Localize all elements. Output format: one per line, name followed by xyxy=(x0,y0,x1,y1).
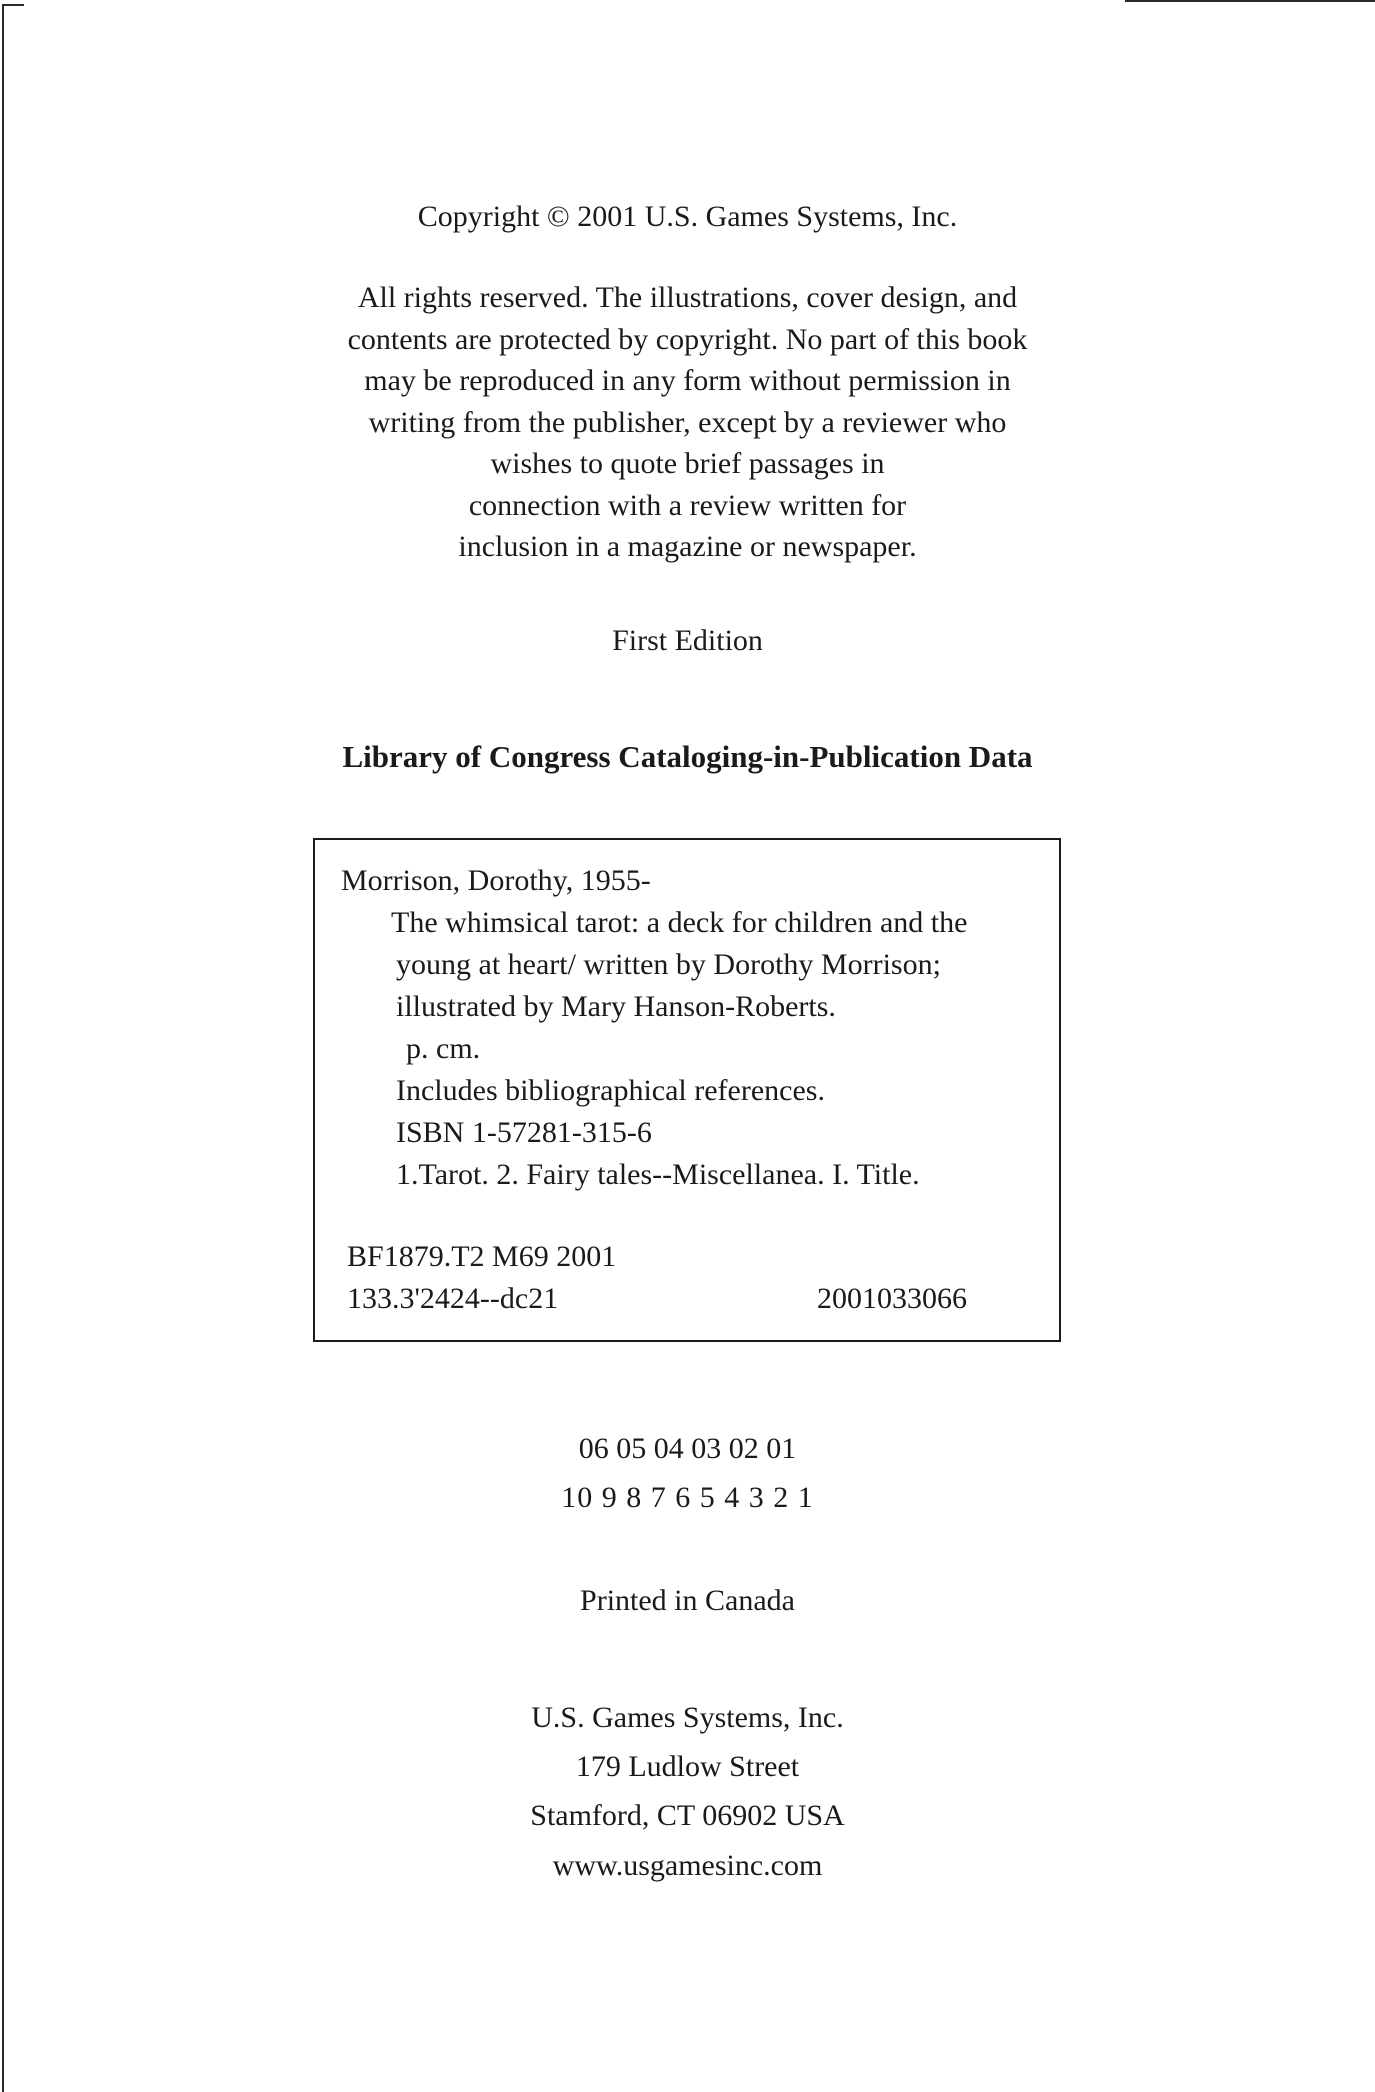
cip-subjects: 1.Tarot. 2. Fairy tales--Miscellanea. I. Title. xyxy=(396,1158,920,1191)
publisher-city: Stamford, CT 06902 USA xyxy=(530,1799,845,1832)
cip-notes: Includes bibliographical references. xyxy=(396,1074,825,1107)
edition-label: First Edition xyxy=(612,624,763,657)
cip-author: Morrison, Dorothy, 1955- xyxy=(341,864,651,897)
printed-in: Printed in Canada xyxy=(580,1584,795,1617)
printing-years: 06 05 04 03 02 01 xyxy=(578,1432,797,1465)
rights-line: contents are protected by copyright. No part of this book xyxy=(347,322,1028,356)
rights-line: wishes to quote brief passages in xyxy=(490,447,885,480)
cip-physical-description: p. cm. xyxy=(406,1032,481,1065)
cip-title-line: The whimsical tarot: a deck for children and the xyxy=(391,906,968,939)
scan-border-top-right xyxy=(1125,0,1375,2)
cip-title-line: young at heart/ written by Dorothy Morrison; xyxy=(396,948,941,981)
publisher-street: 179 Ludlow Street xyxy=(575,1750,800,1783)
copyright-notice: Copyright © 2001 U.S. Games Systems, Inc. xyxy=(417,200,958,233)
rights-line: All rights reserved. The illustrations, cover design, and xyxy=(357,281,1018,314)
publisher-name: U.S. Games Systems, Inc. xyxy=(531,1701,844,1734)
cip-data-box xyxy=(313,838,1061,1342)
rights-line: connection with a review written for xyxy=(468,488,907,522)
cip-title-line: illustrated by Mary Hanson-Roberts. xyxy=(396,990,836,1023)
scan-border-top-left xyxy=(2,4,24,6)
cip-dewey-number: 133.3'2424--dc21 xyxy=(347,1282,559,1315)
rights-statement xyxy=(0,277,1375,568)
cip-lccn: 2001033066 xyxy=(817,1282,967,1315)
cip-call-number: BF1879.T2 M69 2001 xyxy=(347,1240,617,1273)
cip-heading: Library of Congress Cataloging-in-Publication Data xyxy=(342,739,1033,774)
publisher-website: www.usgamesinc.com xyxy=(552,1849,823,1882)
cip-isbn: ISBN 1-57281-315-6 xyxy=(396,1116,652,1149)
printing-numbers: 10 9 8 7 6 5 4 3 2 1 xyxy=(561,1481,814,1514)
rights-line: inclusion in a magazine or newspaper. xyxy=(458,530,917,563)
rights-line: writing from the publisher, except by a reviewer who xyxy=(368,405,1007,439)
rights-line: may be reproduced in any form without permission in xyxy=(364,364,1011,397)
